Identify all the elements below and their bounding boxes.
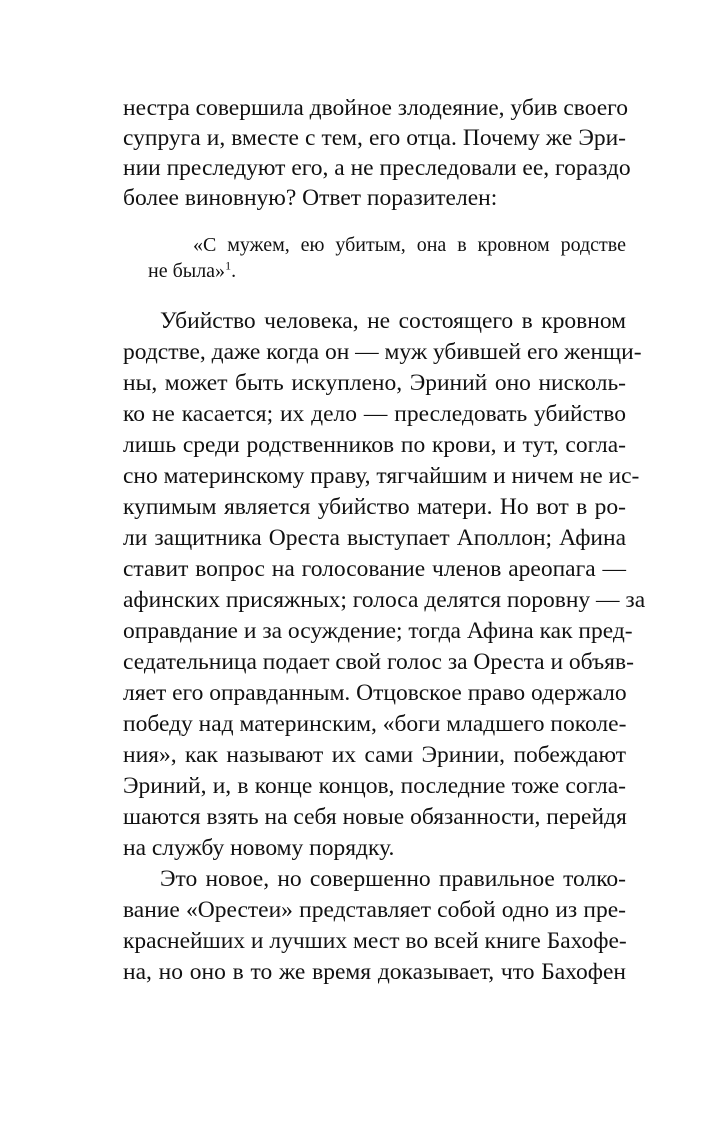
text-line: нестра совершила двойное злодеяние, убив своего [123, 95, 628, 121]
text-line: ко не касается; их дело — преследовать убийство [123, 401, 626, 427]
text-line: краснейших и лучших мест во всей книге Бахофе- [123, 928, 627, 954]
text-line: шаются взять на себя новые обязанности, перейдя [123, 804, 627, 830]
block-quote-line: не была»$^1$. [148, 258, 237, 282]
text-line: купимым является убийство матери. Но вот в ро- [123, 494, 626, 520]
text-line: родстве, даже когда он — муж убившей его женщи- [123, 339, 642, 365]
text-line: лишь среди родственников по крови, и тут, согла- [123, 432, 626, 458]
text-line: ния», как называют их сами Эринии, побеждают [123, 742, 626, 768]
text-line: седательница подает свой голос за Ореста и объяв- [123, 649, 634, 675]
text-line: ли защитника Ореста выступает Аполлон; Афина [123, 525, 626, 551]
text-line: более виновную? Ответ поразителен: [123, 185, 498, 211]
text-line: победу над материнским, «боги младшего поколе- [123, 711, 627, 737]
text-line: на службу новому порядку. [123, 835, 395, 861]
footnote-reference: 1 [225, 258, 232, 273]
text-line: нии преследуют его, а не преследовали ее, гораздо [123, 155, 631, 181]
paragraph-first-line: Это новое, но совершенно правильное толко- [160, 866, 626, 892]
text-line: афинских присяжных; голоса делятся поровну — за [123, 587, 646, 613]
text-line: Эриний, и, в конце концов, последние тоже согла- [123, 773, 626, 799]
text-line: на, но оно в то же время доказывает, что Бахофен [123, 959, 626, 985]
text-line: сно материнскому праву, тягчайшим и ничем не ис- [123, 463, 640, 489]
text-line: ны, может быть искуплено, Эриний оно нисколь- [123, 370, 626, 396]
text-line: супруга и, вместе с тем, его отца. Почему же Эри- [123, 125, 626, 151]
text-line: ставит вопрос на голосование членов ареопага — [123, 556, 626, 582]
block-quote-text: не была» [148, 260, 226, 282]
text-line: вание «Орестеи» представляет собой одно из пре- [123, 897, 626, 923]
text-line: оправдание и за осуждение; тогда Афина как пред- [123, 618, 633, 644]
paragraph-first-line: Убийство человека, не состоящего в кровном [160, 308, 626, 334]
block-quote-line: «С мужем, ею убитым, она в кровном родстве [193, 234, 626, 256]
text-line: ляет его оправданным. Отцовское право одержало [123, 680, 627, 706]
